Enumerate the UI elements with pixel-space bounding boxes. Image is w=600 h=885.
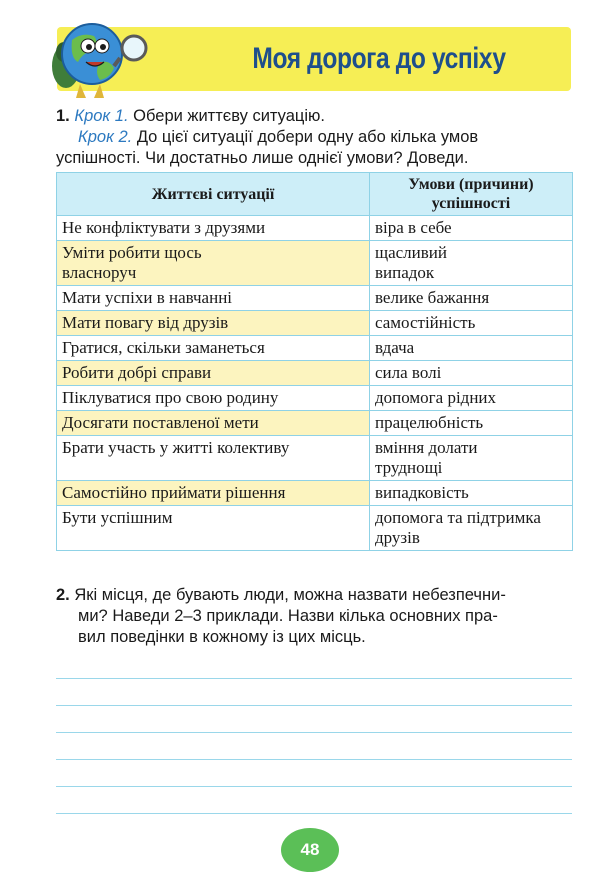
situations-table xyxy=(56,172,573,551)
condition-cell: допомога рідних xyxy=(370,386,573,411)
task-2-line-1: Які місця, де бувають люди, можна назвати небезпечни- xyxy=(74,586,506,604)
condition-cell: вміння долати труднощі xyxy=(370,436,573,481)
table-row xyxy=(57,241,573,286)
globe-mascot-icon xyxy=(42,10,152,102)
situation-cell: Досягати поставленої мети xyxy=(57,411,370,436)
condition-cell: сила волі xyxy=(370,361,573,386)
answer-line[interactable] xyxy=(56,786,572,787)
step-2-label: Крок 2. xyxy=(78,128,133,146)
step-1-label: Крок 1. xyxy=(74,107,129,125)
table-row xyxy=(57,481,573,506)
task-1-number: 1. xyxy=(56,107,70,125)
situation-cell: Мати успіхи в навчанні xyxy=(57,286,370,311)
header-conditions: Умови (причини) успішності xyxy=(370,173,573,216)
situation-cell: Не конфліктувати з друзями xyxy=(57,216,370,241)
situation-cell: Гратися, скільки заманеться xyxy=(57,336,370,361)
task-2-line-3: вил поведінки в кожному із цих місць. xyxy=(78,628,366,646)
situation-cell: Мати повагу від друзів xyxy=(57,311,370,336)
answer-line[interactable] xyxy=(56,813,572,814)
page-number: 48 xyxy=(281,828,339,872)
table-row xyxy=(57,336,573,361)
task-2 xyxy=(56,585,581,648)
situation-cell: Уміти робити щось власноруч xyxy=(57,241,370,286)
answer-line[interactable] xyxy=(56,705,572,706)
task-1 xyxy=(56,106,576,169)
condition-cell: вдача xyxy=(370,336,573,361)
condition-cell: допомога та підтримка друзів xyxy=(370,506,573,551)
condition-cell: випадковість xyxy=(370,481,573,506)
condition-cell: велике бажання xyxy=(370,286,573,311)
step-2-text-continued: успішності. Чи достатньо лише однієї умови? Доведи. xyxy=(56,149,469,167)
situation-cell: Брати участь у житті колективу xyxy=(57,436,370,481)
condition-cell: щасливий випадок xyxy=(370,241,573,286)
condition-cell: віра в себе xyxy=(370,216,573,241)
step-1-text: Обери життєву ситуацію. xyxy=(133,107,325,125)
table-row xyxy=(57,216,573,241)
situation-cell: Самостійно приймати рішення xyxy=(57,481,370,506)
answer-line[interactable] xyxy=(56,732,572,733)
page-title: Моя дорога до успіху xyxy=(252,42,506,75)
situation-cell: Піклуватися про свою родину xyxy=(57,386,370,411)
task-2-line-2: ми? Наведи 2–3 приклади. Назви кілька основних пра- xyxy=(78,607,498,625)
table-row xyxy=(57,411,573,436)
table-row xyxy=(57,436,573,481)
answer-line[interactable] xyxy=(56,678,572,679)
table-row xyxy=(57,361,573,386)
condition-cell: самостійність xyxy=(370,311,573,336)
table-row xyxy=(57,286,573,311)
table-header-row xyxy=(57,173,573,216)
step-2-text: До цієї ситуації добери одну або кілька умов xyxy=(136,128,479,146)
answer-line[interactable] xyxy=(56,759,572,760)
table-row xyxy=(57,506,573,551)
table-row xyxy=(57,311,573,336)
table-row xyxy=(57,386,573,411)
header-situations: Життєві ситуації xyxy=(57,173,370,216)
situation-cell: Робити добрі справи xyxy=(57,361,370,386)
task-2-number: 2. xyxy=(56,586,70,604)
condition-cell: працелюбність xyxy=(370,411,573,436)
situation-cell: Бути успішним xyxy=(57,506,370,551)
